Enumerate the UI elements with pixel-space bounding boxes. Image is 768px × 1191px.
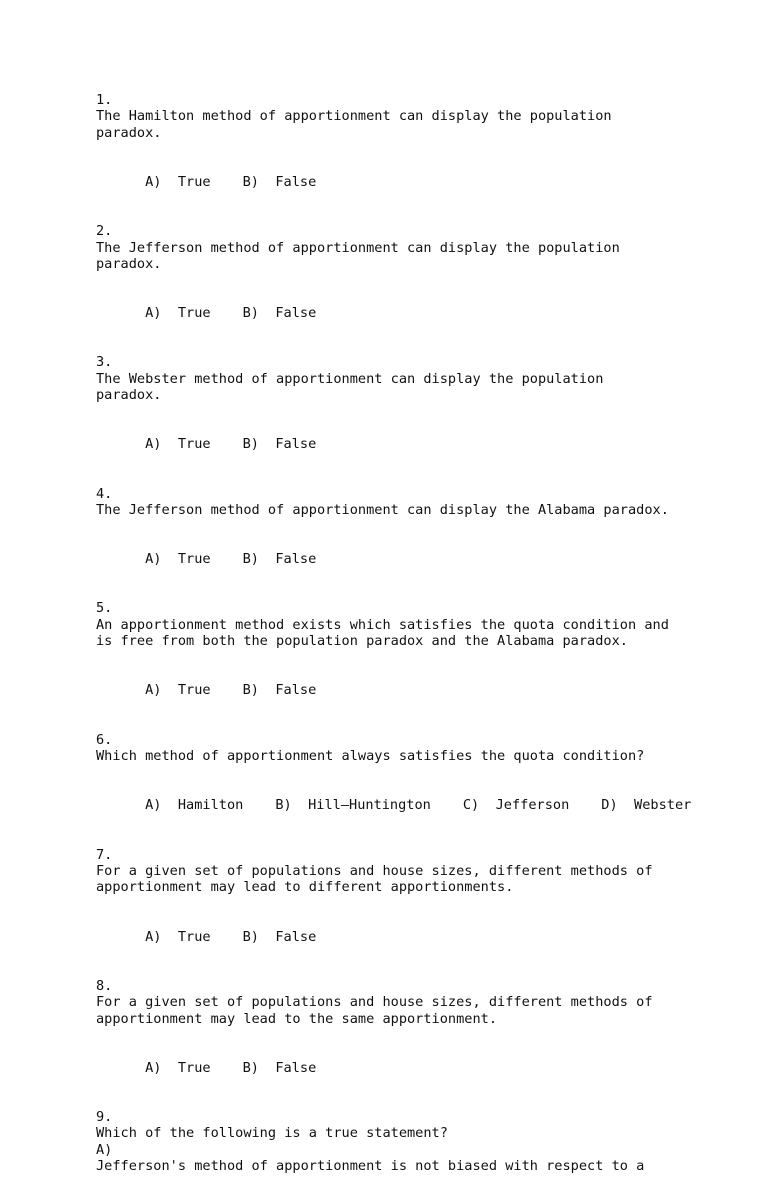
- question-number: 6.: [96, 731, 113, 748]
- quiz-page: [96, 92, 736, 1191]
- option-label: True: [177, 174, 211, 191]
- option-a[interactable]: [145, 797, 243, 813]
- option-label: False: [275, 551, 317, 568]
- answer-options: [96, 289, 736, 338]
- option-label: False: [275, 305, 317, 322]
- option-letter: A): [145, 436, 162, 453]
- option-letter: B): [242, 436, 259, 453]
- option-letter: B): [275, 797, 292, 814]
- option-b[interactable]: [243, 682, 317, 698]
- option-letter: A): [145, 682, 162, 699]
- option-letter: B): [242, 682, 259, 699]
- option-label: Webster: [634, 797, 692, 814]
- option-letter: B): [242, 928, 259, 945]
- option-d[interactable]: [601, 797, 691, 813]
- option-label: False: [275, 436, 317, 453]
- option-c[interactable]: [463, 797, 569, 813]
- option-a[interactable]: [145, 436, 211, 452]
- option-a[interactable]: [145, 305, 211, 321]
- question-5: [96, 600, 736, 715]
- option-a-text: Jefferson's method of apportionment is not biased with respect to a: [96, 1158, 645, 1175]
- option-a[interactable]: [145, 682, 211, 698]
- answer-options: [96, 912, 736, 961]
- option-letter: A): [145, 797, 162, 814]
- option-a[interactable]: [145, 1060, 211, 1076]
- question-7: [96, 847, 736, 962]
- question-text: Which of the following is a true statement?: [96, 1125, 448, 1142]
- option-label: False: [275, 928, 317, 945]
- answer-options: [96, 1043, 736, 1092]
- question-text: For a given set of populations and house sizes, different methods of apportionment may lead to the same apportionment.: [96, 994, 653, 1027]
- option-b[interactable]: [243, 305, 317, 321]
- option-a[interactable]: [145, 551, 211, 567]
- option-letter: A): [145, 551, 162, 568]
- option-letter: D): [601, 797, 618, 814]
- question-number: 7.: [96, 846, 113, 863]
- answer-options: [96, 781, 736, 830]
- question-text: The Webster method of apportionment can display the population paradox.: [96, 370, 604, 404]
- question-text: The Jefferson method of apportionment can display the Alabama paradox.: [96, 502, 669, 519]
- option-label: True: [177, 551, 211, 568]
- question-text: Which method of apportionment always satisfies the quota condition?: [96, 748, 645, 765]
- option-letter: A): [145, 1059, 162, 1076]
- option-label: False: [275, 682, 317, 699]
- option-letter: A): [145, 928, 162, 945]
- question-text: The Hamilton method of apportionment can display the population paradox.: [96, 108, 612, 141]
- option-b[interactable]: [243, 929, 317, 945]
- option-letter: A): [145, 305, 162, 322]
- option-label: True: [177, 928, 211, 945]
- question-6: [96, 732, 736, 830]
- question-4: [96, 486, 736, 584]
- option-b[interactable]: [243, 551, 317, 567]
- option-label: False: [275, 174, 317, 191]
- question-1: [96, 92, 736, 207]
- option-b[interactable]: [275, 797, 431, 813]
- question-3: [96, 354, 736, 469]
- answer-options: [96, 666, 736, 715]
- question-text: An apportionment method exists which satisfies the quota condition and is free from both the population paradox and the Alabama paradox.: [96, 616, 669, 650]
- option-label: False: [275, 1059, 317, 1076]
- question-2: [96, 223, 736, 338]
- option-label: Hamilton: [177, 797, 244, 814]
- question-8: [96, 978, 736, 1093]
- option-label: True: [177, 1059, 211, 1076]
- question-text: The Jefferson method of apportionment can display the population paradox.: [96, 239, 620, 273]
- question-number: 1.: [96, 92, 113, 108]
- option-b[interactable]: [243, 436, 317, 452]
- option-label: True: [177, 305, 211, 322]
- option-letter: B): [242, 551, 259, 568]
- answer-options: [96, 158, 736, 207]
- question-number: 4.: [96, 485, 113, 502]
- option-label: Jefferson: [495, 797, 570, 814]
- question-number: 3.: [96, 354, 113, 371]
- question-number: 9.: [96, 1108, 113, 1125]
- option-a-letter[interactable]: A): [96, 1141, 113, 1158]
- question-number: 8.: [96, 977, 113, 994]
- option-b[interactable]: [243, 1060, 317, 1076]
- option-a[interactable]: [145, 929, 211, 945]
- option-letter: A): [145, 174, 162, 191]
- option-letter: B): [242, 1059, 259, 1076]
- option-label: True: [177, 682, 211, 699]
- question-9: [96, 1109, 736, 1175]
- answer-options: [96, 420, 736, 469]
- answer-options: [96, 535, 736, 584]
- option-label: True: [177, 436, 211, 453]
- option-letter: C): [462, 797, 480, 814]
- option-a[interactable]: [145, 174, 211, 190]
- option-b[interactable]: [243, 174, 317, 190]
- question-number: 5.: [96, 600, 113, 617]
- option-letter: B): [242, 305, 259, 322]
- question-text: For a given set of populations and house sizes, different methods of apportionment may lead to different apportionments.: [96, 862, 653, 896]
- option-label: Hill–Huntington: [308, 797, 431, 814]
- option-letter: B): [242, 174, 259, 191]
- question-number: 2.: [96, 223, 113, 240]
